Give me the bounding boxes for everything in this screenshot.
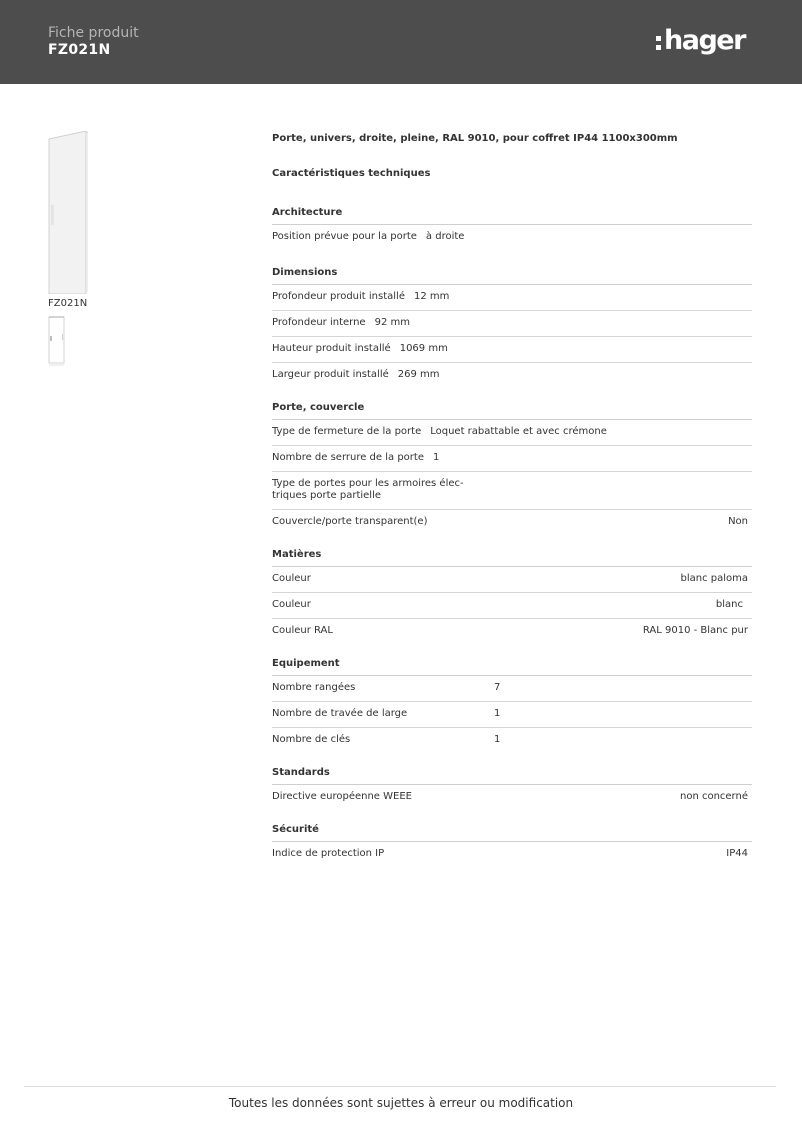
spec-value: 7	[494, 682, 501, 693]
spec-label: Position prévue pour la porte	[272, 231, 417, 242]
section-porte-couvercle	[272, 402, 752, 535]
section-equipement	[272, 658, 752, 753]
spec-value: blanc	[715, 599, 743, 610]
section-title: Standards	[272, 767, 752, 785]
product-caption: FZ021N	[48, 298, 88, 309]
section-matieres	[272, 549, 752, 644]
hager-logo	[656, 22, 745, 58]
product-title: Porte, univers, droite, pleine, RAL 9010, pour coffret IP44 1100x300mm	[272, 133, 678, 144]
product-thumbnail[interactable]	[48, 316, 66, 366]
spec-value: Loquet rabattable et avec crémone	[430, 426, 607, 437]
section-title: Architecture	[272, 207, 752, 225]
spec-label: Hauteur produit installé	[272, 343, 391, 354]
section-title: Dimensions	[272, 267, 752, 285]
spec-value: 12 mm	[413, 291, 450, 302]
spec-row	[272, 446, 752, 472]
spec-label: Type de portes pour les armoires élec- triques porte partielle	[272, 478, 464, 501]
section-title: Sécurité	[272, 824, 752, 842]
section-architecture	[272, 207, 752, 250]
spec-row	[272, 619, 752, 644]
spec-label: Profondeur interne	[272, 317, 366, 328]
spec-value: à droite	[425, 231, 465, 242]
spec-row	[272, 728, 752, 753]
spec-value: 1	[432, 452, 440, 463]
spec-row	[272, 702, 752, 728]
spec-label: Couleur	[272, 599, 311, 610]
logo-colon-icon	[656, 36, 661, 50]
spec-label: Indice de protection IP	[272, 848, 385, 859]
footer-divider	[24, 1086, 776, 1087]
spec-row	[272, 420, 752, 446]
spec-label: Couvercle/porte transparent(e)	[272, 516, 428, 527]
spec-value: non concerné	[679, 791, 748, 802]
spec-row	[272, 567, 752, 593]
spec-value: 1069 mm	[399, 343, 448, 354]
product-details	[272, 133, 752, 867]
header-product-code: FZ021N	[48, 42, 111, 58]
spec-row	[272, 842, 752, 867]
spec-label: Directive européenne WEEE	[272, 791, 412, 802]
spec-label: Type de fermeture de la porte	[272, 426, 422, 437]
spec-row	[272, 225, 752, 250]
spec-label: Nombre de serrure de la porte	[272, 452, 424, 463]
spec-value: IP44	[726, 848, 748, 859]
spec-value: 1	[494, 734, 501, 745]
footer-disclaimer: Toutes les données sont sujettes à erreur ou modification	[228, 1096, 574, 1110]
product-image	[48, 131, 88, 294]
header-subtitle: Fiche produit	[48, 25, 139, 41]
section-standards	[272, 767, 752, 810]
spec-value: 1	[494, 708, 501, 719]
spec-value: 92 mm	[374, 317, 410, 328]
spec-row	[272, 285, 752, 311]
logo-text: hager	[664, 24, 745, 56]
spec-label: Largeur produit installé	[272, 369, 389, 380]
spec-row	[272, 363, 752, 388]
section-title: Matières	[272, 549, 752, 567]
section-securite	[272, 824, 752, 867]
section-dimensions	[272, 267, 752, 388]
spec-label: Profondeur produit installé	[272, 291, 405, 302]
spec-row	[272, 785, 752, 810]
spec-row	[272, 593, 752, 619]
page-header	[0, 0, 802, 84]
spec-label: Nombre de clés	[272, 734, 351, 745]
spec-label: Nombre de travée de large	[272, 708, 408, 719]
section-title: Porte, couvercle	[272, 402, 752, 420]
spec-row	[272, 510, 752, 535]
spec-label: Couleur	[272, 573, 311, 584]
technical-characteristics-heading: Caractéristiques techniques	[272, 168, 431, 179]
spec-value: RAL 9010 - Blanc pur	[642, 625, 748, 636]
spec-value: blanc paloma	[680, 573, 748, 584]
spec-row	[272, 676, 752, 702]
spec-value: Non	[728, 516, 748, 527]
spec-row	[272, 337, 752, 363]
spec-row	[272, 472, 752, 510]
spec-row	[272, 311, 752, 337]
spec-label: Nombre rangées	[272, 682, 356, 693]
spec-label: Couleur RAL	[272, 625, 333, 636]
spec-value: 269 mm	[397, 369, 440, 380]
section-title: Equipement	[272, 658, 752, 676]
